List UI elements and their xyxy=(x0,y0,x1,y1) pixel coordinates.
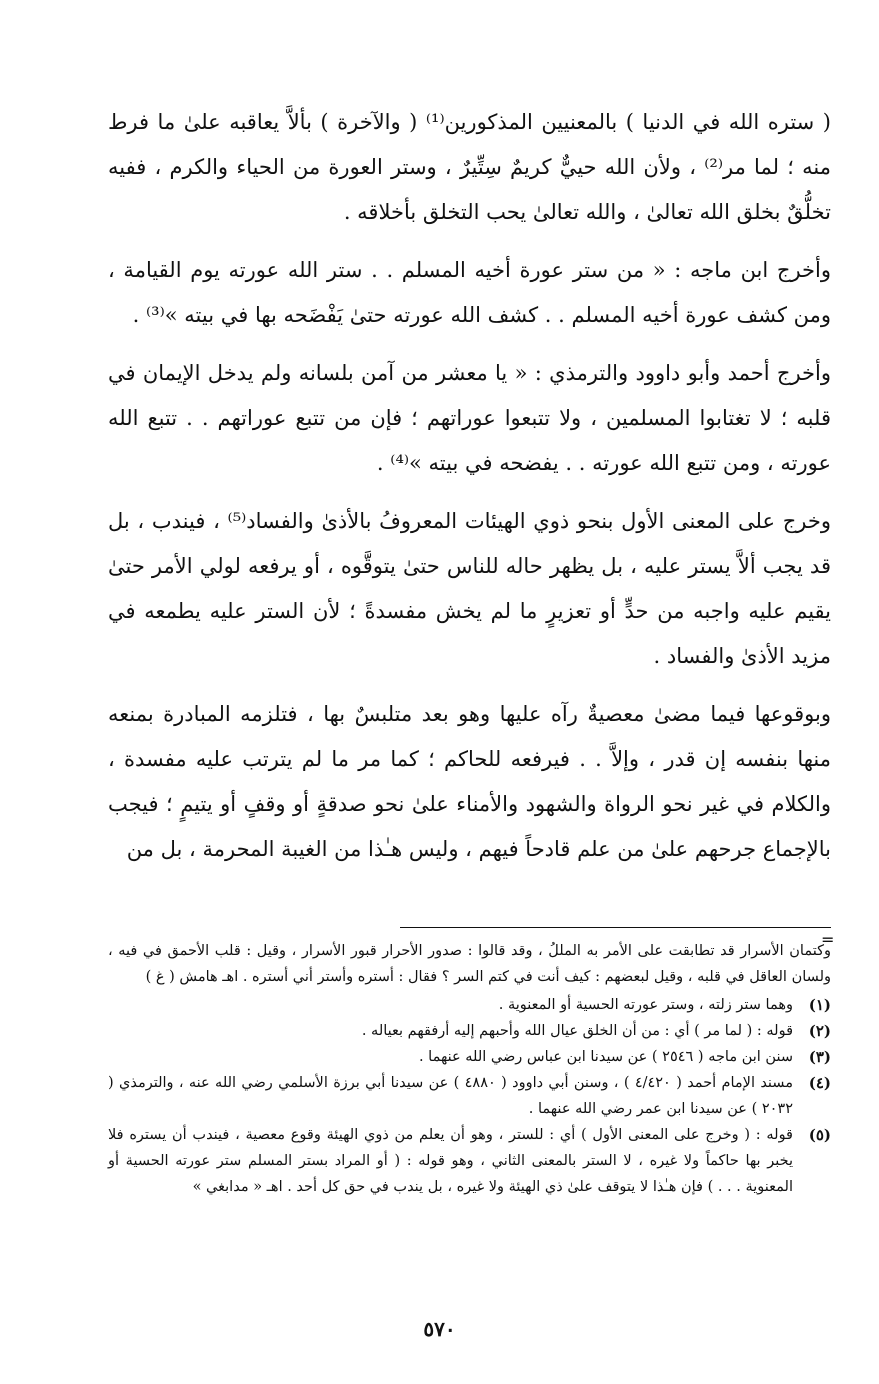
paragraph-2: وأخرج ابن ماجه : « من ستر عورة أخيه المسلم . . ستر الله عورته يوم القيامة ، ومن كشف عورة أخيه المسلم . . كشف الله عورته حتىٰ يَفْضَحه بها في بيته »⁽³⁾ . xyxy=(108,258,831,327)
footnote-number: (٢) xyxy=(808,1022,831,1040)
footnote-number: (٤) xyxy=(808,1074,831,1092)
footnote-text: قوله : ( وخرج على المعنى الأول ) أي : للستر ، وهو أن يعلم من ذوي الهيئة وقوع معصية ، فيندب أن يستره فلا يخبر بها حاكماً ولا غيره ، لا الستر بالمعنى الثاني ، وهو قوله : ( أو المراد بستر المسلم ستر عورته الحسية أو المعنوية . . . ) فإن هـٰذا لا يتوقف علىٰ ذي الهيئة ولا غيره ، بل يندب في حق كل أحد . اهـ « مدابغي » xyxy=(108,1127,793,1195)
footnote-text: سنن ابن ماجه ( ٢٥٤٦ ) عن سيدنا ابن عباس رضي الله عنهما . xyxy=(418,1049,793,1065)
page-number: ٥٧٠ xyxy=(423,1317,456,1341)
footnote-text: قوله : ( لما مر ) أي : من أن الخلق عيال الله وأحبهم إليه أرفقهم بعياله . xyxy=(361,1023,793,1039)
paragraph-3: وأخرج أحمد وأبو داوود والترمذي : « يا معشر من آمن بلسانه ولم يدخل الإيمان في قلبه ؛ لا تغتابوا المسلمين ، ولا تتبعوا عوراتهم ؛ فإن من تتبع عوراتهم . . تتبع الله عورته ، ومن تتبع الله عورته . . يفضحه في بيته »⁽⁴⁾ . xyxy=(108,361,831,475)
footnote-item xyxy=(108,992,831,1018)
footnote-item xyxy=(108,1122,831,1200)
footnote-item xyxy=(108,1070,831,1122)
footnote-number: (٣) xyxy=(808,1048,831,1066)
footnote-number: (٥) xyxy=(808,1126,831,1144)
main-text xyxy=(108,100,831,885)
paragraph-1: ( ستره الله في الدنيا ) بالمعنيين المذكورين⁽¹⁾ ( والآخرة ) بألاَّ يعاقبه علىٰ ما فرط منه ؛ لما مر⁽²⁾ ، ولأن الله حييٌّ كريمٌ سِتِّيرٌ ، وستر العورة من الحياء والكرم ، ففيه تخلُّقٌ بخلق الله تعالىٰ ، والله تعالىٰ يحب التخلق بأخلاقه . xyxy=(108,110,831,224)
footnote-divider xyxy=(400,927,831,928)
footnote-item xyxy=(108,1018,831,1044)
footnote-text: وهما ستر زلته ، وستر عورته الحسية أو المعنوية . xyxy=(498,997,793,1013)
footnotes xyxy=(108,938,831,1200)
paragraph-5: وبوقوعها فيما مضىٰ معصيةٌ رآه عليها وهو بعد متلبسٌ بها ، فتلزمه المبادرة بمنعه منها بنفسه إن قدر ، وإلاَّ . . فيرفعه للحاكم ؛ كما مر ما لم يترتب عليه مفسدة ، والكلام في غير نحو الرواة والشهود والأمناء علىٰ نحو صدقةٍ أو وقفٍ أو يتيمٍ ؛ فيجب بالإجماع جرحهم علىٰ من علم قادحاً فيهم ، وليس هـٰذا من الغيبة المحرمة ، بل من xyxy=(108,702,831,861)
footnote-text: مسند الإمام أحمد ( ٤/٤٢٠ ) ، وسنن أبي داوود ( ٤٨٨٠ ) عن سيدنا أبي برزة الأسلمي رضي الله عنه ، والترمذي ( ٢٠٣٢ ) عن سيدنا ابن عمر رضي الله عنهما . xyxy=(108,1075,794,1117)
footnote-item xyxy=(108,1044,831,1070)
footnote-number: (١) xyxy=(808,996,831,1014)
footnote-continuation: وكتمان الأسرار قد تطابقت على الأمر به المللُ ، وقد قالوا : صدور الأحرار قبور الأسرار ، وقيل : قلب الأحمق في فيه ، ولسان العاقل في قلبه ، وقيل لبعضهم : كيف أنت في كتم السر ؟ فقال : أستره وأستر أني أستره . اهـ هامش ( غ ) xyxy=(108,943,831,985)
continuation-mark: = xyxy=(821,930,835,949)
paragraph-4: وخرج على المعنى الأول بنحو ذوي الهيئات المعروفُ بالأذىٰ والفساد⁽⁵⁾ ، فيندب ، بل قد يجب ألاَّ يستر عليه ، بل يظهر حاله للناس حتىٰ يتوقَّوه ، أو يرفعه لولي الأمر حتىٰ يقيم عليه واجبه من حدٍّ أو تعزيرٍ ما لم يخش مفسدةً ؛ لأن الستر عليه يطمعه في مزيد الأذىٰ والفساد . xyxy=(108,509,831,668)
